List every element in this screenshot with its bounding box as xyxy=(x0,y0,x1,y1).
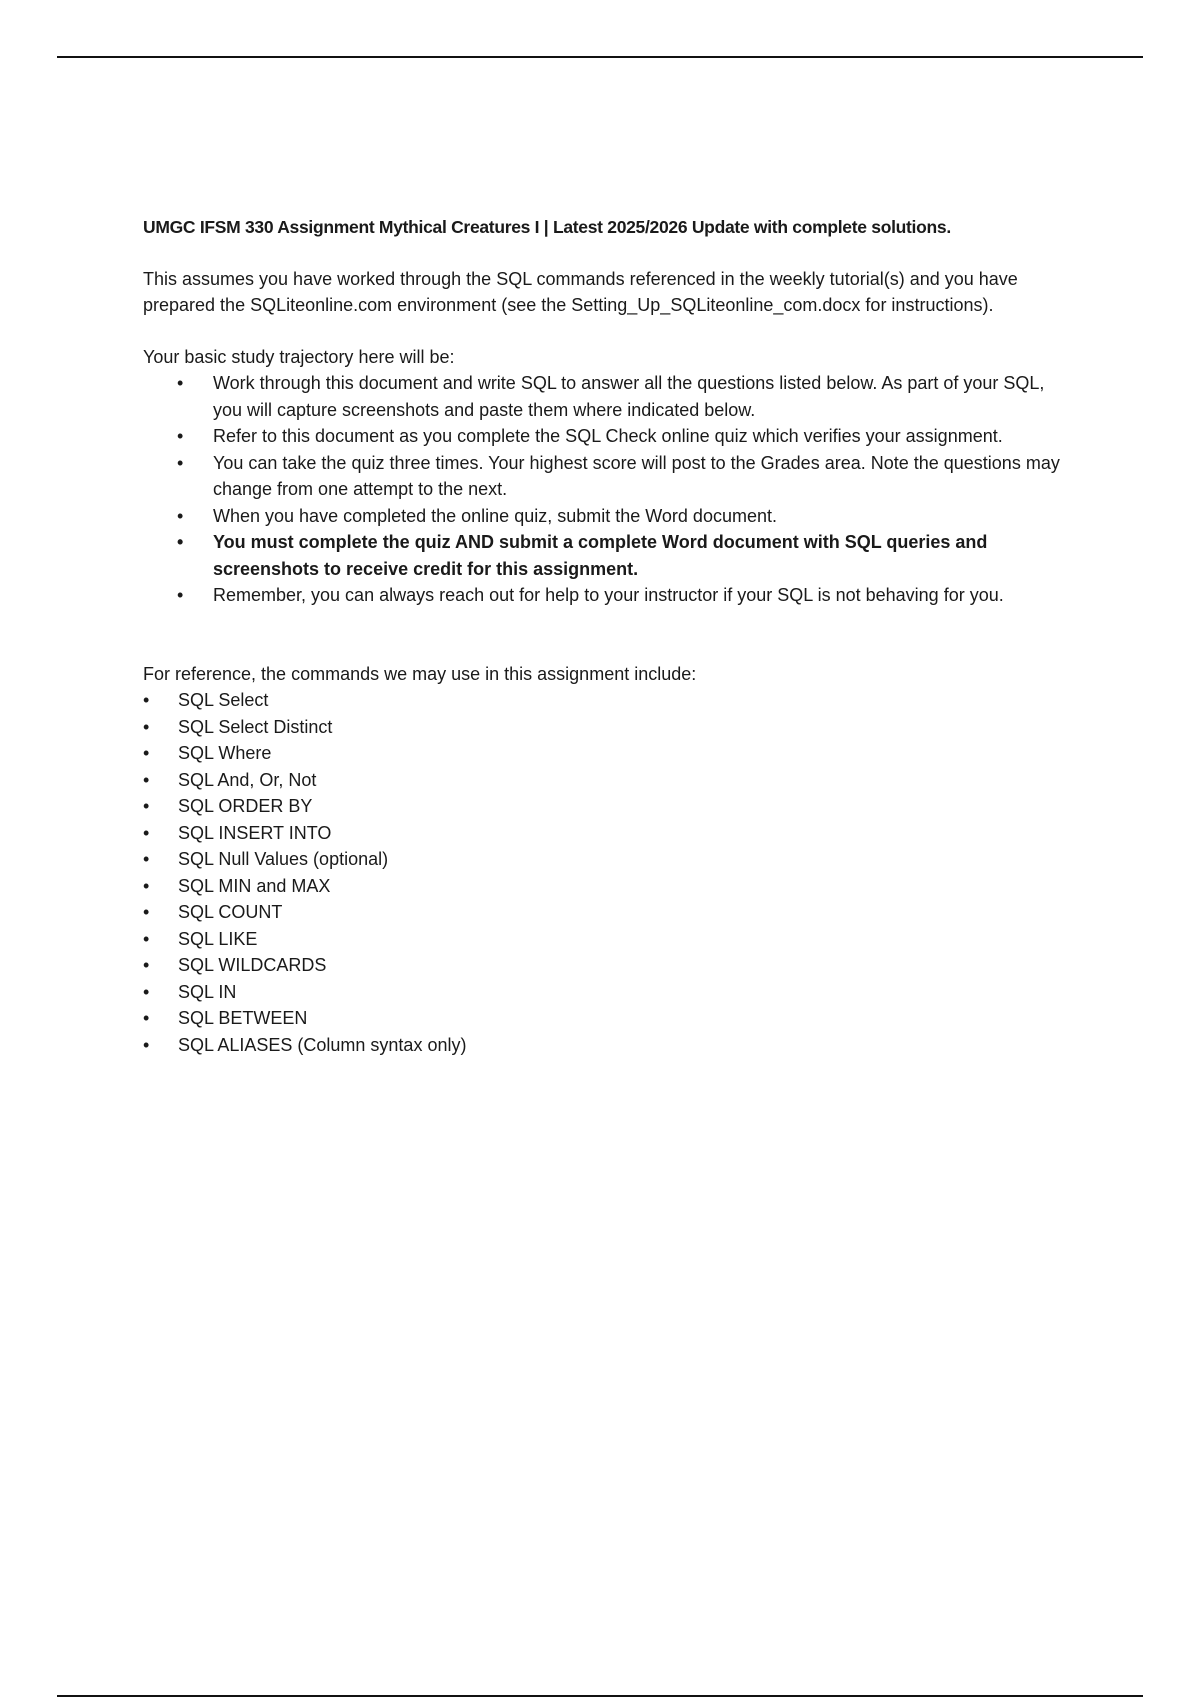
command-item: • SQL Select Distinct xyxy=(178,714,1063,741)
trajectory-item: • Refer to this document as you complete the SQL Check online quiz which verifies your assignment. xyxy=(213,423,1063,450)
command-item: • SQL INSERT INTO xyxy=(178,820,1063,847)
document-title: UMGC IFSM 330 Assignment Mythical Creatures I | Latest 2025/2026 Update with complete solutions. xyxy=(143,217,951,237)
intro-paragraph: This assumes you have worked through the SQL commands referenced in the weekly tutorial(s) and you have prepared the SQLiteonline.com environment (see the Setting_Up_SQLiteonline_com.docx for instructions). xyxy=(143,268,1018,315)
command-item: • SQL LIKE xyxy=(178,926,1063,953)
reference-lead: For reference, the commands we may use in this assignment include: xyxy=(143,663,697,684)
trajectory-item: • Work through this document and write SQL to answer all the questions listed below. As part of your SQL, you will capture screenshots and paste them where indicated below. xyxy=(213,370,1063,423)
commands-list xyxy=(143,687,1063,1058)
command-item: • SQL WILDCARDS xyxy=(178,952,1063,979)
command-item: • SQL COUNT xyxy=(178,899,1063,926)
trajectory-item-required: • You must complete the quiz AND submit a complete Word document with SQL queries and screenshots to receive credit for this assignment. xyxy=(213,529,1063,582)
command-item: • SQL Where xyxy=(178,740,1063,767)
command-item: • SQL And, Or, Not xyxy=(178,767,1063,794)
spacer xyxy=(143,609,1063,661)
footer-rule xyxy=(57,1695,1143,1697)
trajectory-item: • When you have completed the online quiz, submit the Word document. xyxy=(213,503,1063,530)
trajectory-item: • Remember, you can always reach out for help to your instructor if your SQL is not behaving for you. xyxy=(213,582,1063,609)
command-item: • SQL IN xyxy=(178,979,1063,1006)
command-item: • SQL ORDER BY xyxy=(178,793,1063,820)
command-item: • SQL MIN and MAX xyxy=(178,873,1063,900)
trajectory-list xyxy=(143,370,1063,609)
header-rule xyxy=(57,56,1143,58)
command-item: • SQL BETWEEN xyxy=(178,1005,1063,1032)
document-body xyxy=(143,214,1063,1058)
command-item: • SQL Null Values (optional) xyxy=(178,846,1063,873)
command-item: • SQL ALIASES (Column syntax only) xyxy=(178,1032,1063,1059)
trajectory-item: • You can take the quiz three times. Your highest score will post to the Grades area. Note the questions may change from one attempt to the next. xyxy=(213,450,1063,503)
trajectory-lead: Your basic study trajectory here will be: xyxy=(143,346,455,367)
command-item: • SQL Select xyxy=(178,687,1063,714)
